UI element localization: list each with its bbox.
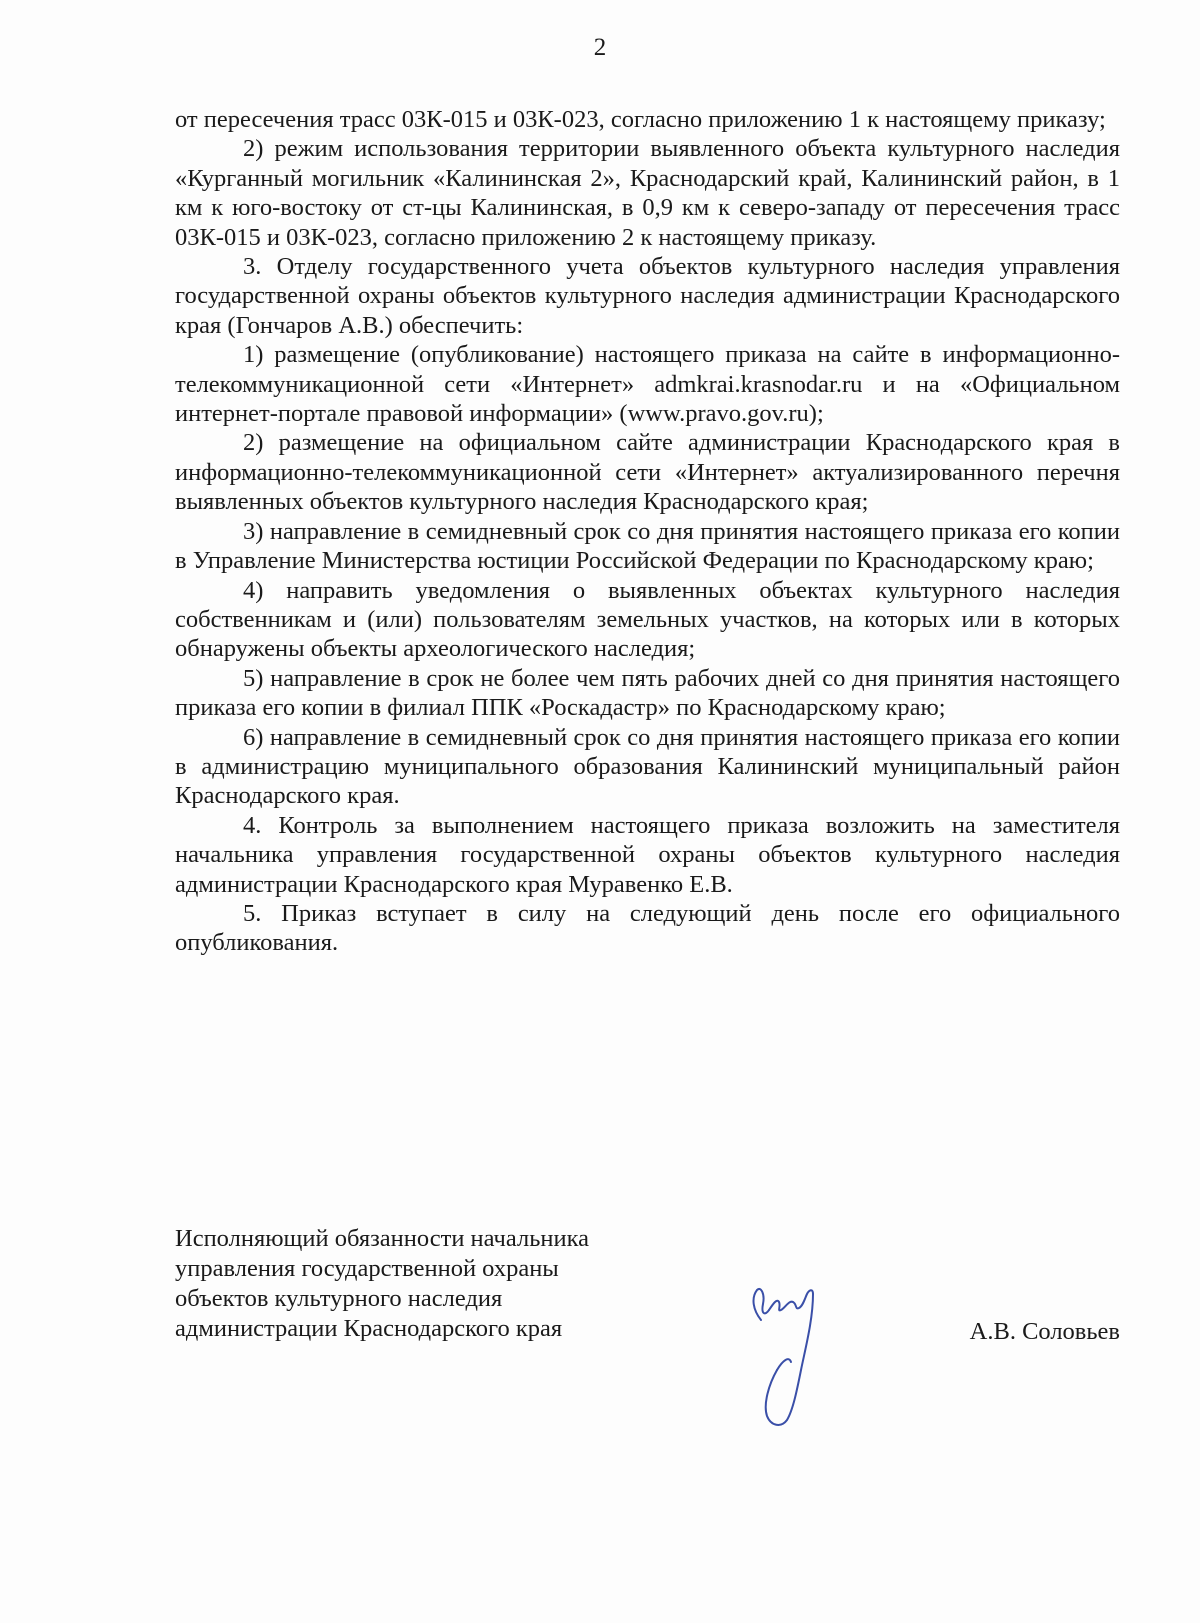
paragraph-10: 4. Контроль за выполнением настоящего приказа возложить на заместителя начальника управления государственной охраны объектов культурного наследия администрации Краснодарского края Муравенко Е.В. <box>175 811 1120 898</box>
signatory-title-line: управления государственной охраны <box>175 1255 559 1282</box>
paragraph-3: 3. Отделу государственного учета объектов культурного наследия управления государственной охраны объектов культурного наследия администрации Краснодарского края (Гончаров А.В.) обеспечить: <box>175 253 1120 339</box>
signatory-title-line: объектов культурного наследия <box>175 1285 503 1312</box>
signatory-title <box>175 1224 695 1344</box>
paragraph-4: 1) размещение (опубликование) настоящего приказа на сайте в информационно-телекоммуникационной сети «Интернет» admkrai.krasnodar.ru и на «Официальном интернет-портале правовой информации» (www.pravo.gov.ru); <box>175 341 1120 428</box>
order-body-text <box>175 105 1120 958</box>
paragraph-7: 4) направить уведомления о выявленных объектах культурного наследия собственникам и (или) пользователям земельных участков, на которых или в которых обнаружены объекты археологического наследия; <box>175 576 1120 663</box>
paragraph-6: 3) направление в семидневный срок со дня принятия настоящего приказа его копии в Управление Министерства юстиции Российской Федерации по Краснодарскому краю; <box>175 517 1120 575</box>
signatory-name: А.В. Соловьев <box>969 1318 1120 1345</box>
handwritten-signature <box>743 1280 835 1430</box>
signatory-title-line: Исполняющий обязанности начальника <box>175 1225 589 1252</box>
signatory-title-line: администрации Краснодарского края <box>175 1315 563 1342</box>
paragraph-1: от пересечения трасс 03К-015 и 03К-023, согласно приложению 1 к настоящему приказу; <box>175 106 1106 133</box>
paragraph-9: 6) направление в семидневный срок со дня принятия настоящего приказа его копии в администрацию муниципального образования Калининский муниципальный район Краснодарского края. <box>175 723 1120 810</box>
paragraph-11: 5. Приказ вступает в силу на следующий день после его официального опубликования. <box>175 899 1120 957</box>
signature-block <box>175 1224 1120 1424</box>
page-number: 2 <box>593 34 607 61</box>
paragraph-5: 2) размещение на официальном сайте администрации Краснодарского края в информационно-телекоммуникационной сети «Интернет» актуализированного перечня выявленных объектов культурного наследия Краснодарского края; <box>175 429 1120 516</box>
paragraph-8: 5) направление в срок не более чем пять рабочих дней со дня принятия настоящего приказа его копии в филиал ППК «Роскадастр» по Краснодарскому краю; <box>175 664 1120 722</box>
paragraph-2: 2) режим использования территории выявленного объекта культурного наследия «Курганный могильник «Калининская 2», Краснодарский край, Калининский район, в 1 км к юго-востоку от ст-цы Калининская, в 0,9 км к северо-западу от пересечения трасс 03К-015 и 03К-023, согласно приложению 2 к настоящему приказу. <box>175 135 1120 251</box>
